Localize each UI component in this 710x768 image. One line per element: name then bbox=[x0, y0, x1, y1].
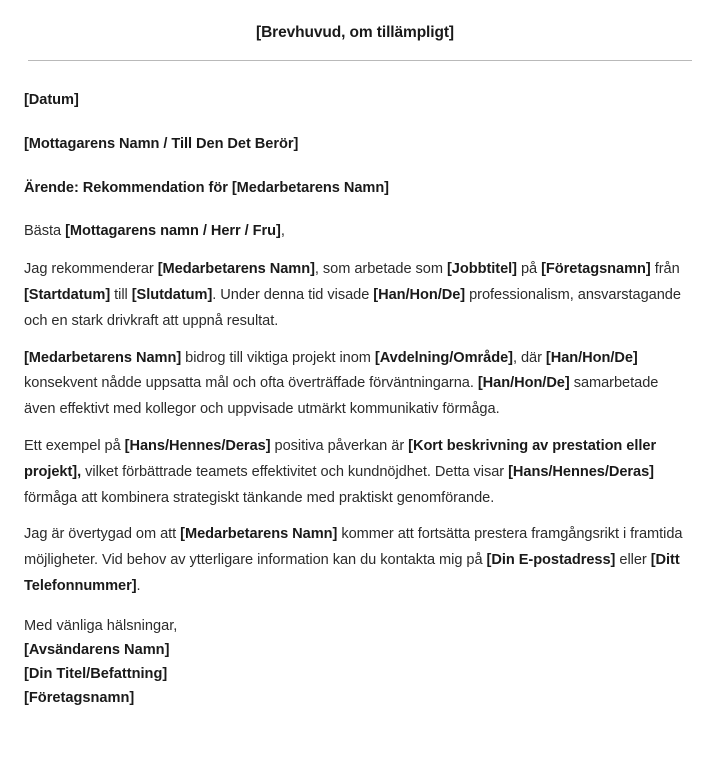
date-line: [Datum] bbox=[24, 92, 79, 108]
paragraph-contributions bbox=[24, 346, 692, 423]
letterhead-title: [Brevhuvud, om tillämpligt] bbox=[256, 24, 454, 41]
placeholder-token: [Medarbetarens Namn] bbox=[157, 261, 315, 278]
paragraph-intro bbox=[24, 257, 692, 334]
prose-run: . Under denna tid visade bbox=[212, 286, 374, 303]
prose-run: bidrog till viktiga projekt inom bbox=[181, 349, 375, 366]
placeholder-token: [Ditt Telefonnummer] bbox=[24, 552, 680, 594]
prose-run: till bbox=[110, 286, 132, 303]
prose-run: Jag är övertygad om att bbox=[24, 526, 181, 543]
salutation-placeholder: [Mottagarens namn / Herr / Fru] bbox=[65, 223, 281, 240]
salutation-prefix: Bästa bbox=[24, 223, 66, 240]
prose-run: . bbox=[136, 577, 141, 594]
signature-closing: Med vänliga hälsningar, bbox=[24, 617, 178, 634]
placeholder-token: [Företagsnamn] bbox=[541, 261, 651, 278]
prose-run: eller bbox=[615, 552, 651, 569]
prose-run: , som arbetade som bbox=[314, 261, 447, 278]
paragraph-closing-statement bbox=[24, 522, 692, 599]
signature-block bbox=[24, 614, 692, 710]
placeholder-token: [Slutdatum] bbox=[131, 286, 213, 303]
prose-run: vilket förbättrade teamets effektivitet och kundnöjdhet. Detta visar bbox=[81, 463, 509, 480]
header-divider bbox=[28, 60, 692, 61]
placeholder-token: [Medarbetarens Namn] bbox=[180, 526, 338, 543]
prose-run: Ett exempel på bbox=[24, 437, 125, 454]
prose-run: , där bbox=[512, 349, 546, 366]
placeholder-token: [Han/Hon/De] bbox=[373, 286, 466, 303]
prose-run: professionalism, ansvarstagande och en stark drivkraft att uppnå resultat. bbox=[24, 286, 681, 329]
placeholder-token: [Medarbetarens Namn] bbox=[24, 349, 182, 366]
prose-run: från bbox=[650, 261, 680, 278]
prose-run: på bbox=[516, 261, 542, 278]
prose-run: kommer att fortsätta prestera framgångsrikt i framtida möjligheter. Vid behov av ytterligare information kan du kontakta mig på bbox=[24, 526, 683, 569]
signature-sender-company: [Företagsnamn] bbox=[24, 689, 135, 706]
placeholder-token: [Avdelning/Område] bbox=[374, 349, 513, 366]
signature-sender-title: [Din Titel/Befattning] bbox=[24, 665, 168, 682]
prose-run: konsekvent nådde uppsatta mål och ofta överträffade förväntningarna. bbox=[24, 375, 478, 392]
recipient-line: [Mottagarens Namn / Till Den Det Berör] bbox=[24, 135, 299, 152]
letter-body bbox=[0, 88, 710, 710]
placeholder-token: [Startdatum] bbox=[24, 286, 111, 303]
subject-line: Ärende: Rekommendation för [Medarbetarens Namn] bbox=[24, 179, 389, 196]
placeholder-token: [Jobbtitel] bbox=[446, 261, 517, 278]
prose-run: Jag rekommenderar bbox=[24, 261, 158, 278]
salutation-suffix: , bbox=[280, 223, 285, 240]
salutation-line bbox=[24, 219, 692, 245]
placeholder-token: [Din E-postadress] bbox=[486, 552, 616, 569]
placeholder-token: [Hans/Hennes/Deras] bbox=[124, 437, 271, 454]
placeholder-token: [Han/Hon/De] bbox=[477, 375, 570, 392]
paragraph-example bbox=[24, 434, 692, 511]
placeholder-token: [Han/Hon/De] bbox=[545, 349, 638, 366]
prose-run: samarbetade även effektivt med kollegor och uppvisade utmärkt kommunikativ förmåga. bbox=[24, 375, 659, 418]
prose-run: förmåga att kombinera strategiskt tänkande med praktiskt genomförande. bbox=[24, 489, 495, 506]
signature-sender-name: [Avsändarens Namn] bbox=[24, 641, 170, 658]
placeholder-token: [Kort beskrivning av prestation eller projekt], bbox=[24, 437, 657, 480]
prose-run: positiva påverkan är bbox=[270, 437, 409, 454]
placeholder-token: [Hans/Hennes/Deras] bbox=[508, 463, 654, 480]
